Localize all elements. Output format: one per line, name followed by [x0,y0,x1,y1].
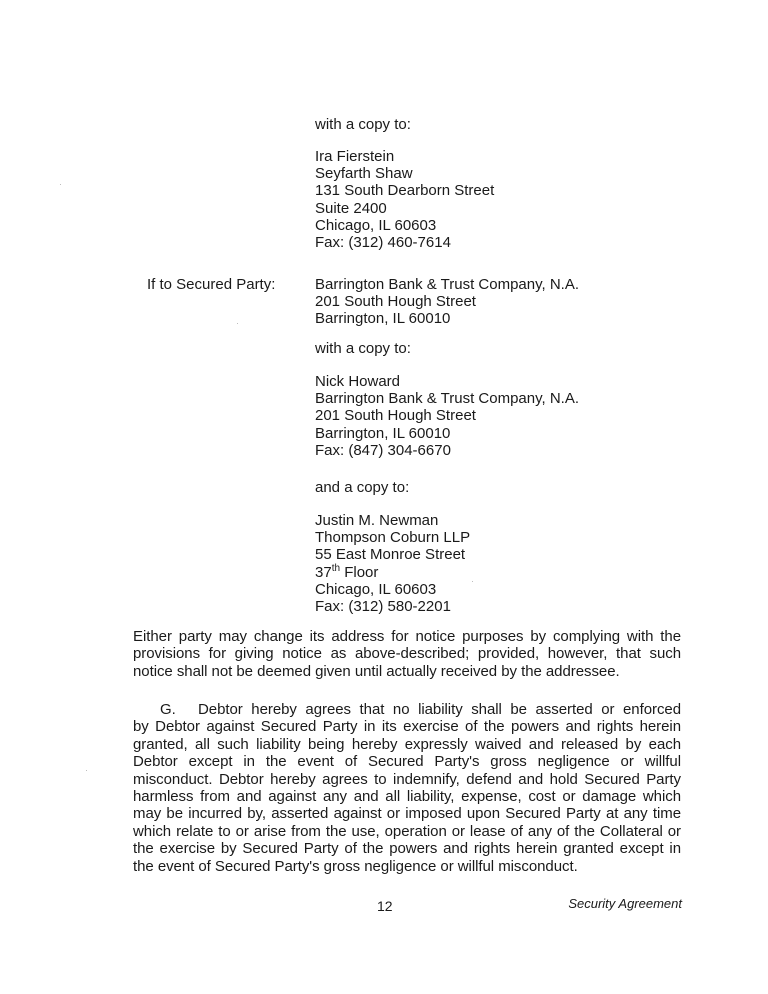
paragraph-line: the event of Secured Party's gross negligence or willful misconduct. [133,857,578,875]
address-line: Chicago, IL 60603 [315,580,437,598]
scan-speck [60,184,61,185]
secured-party-label: If to Secured Party: [147,276,276,293]
address-line: 201 South Hough Street [315,293,476,311]
copy-to-address-3 [315,512,470,615]
scan-speck [472,581,473,582]
paragraph-line: granted, all such liability being hereby expressly waived and released by each [133,735,681,753]
address-line: Suite 2400 [315,199,387,217]
section-g-paragraph [133,701,681,875]
address-line: Chicago, IL 60603 [315,216,437,234]
paragraph-line: the exercise by Secured Party of the powers and rights herein granted except in [133,840,681,858]
scan-speck [86,770,87,771]
paragraph-line: notice shall not be deemed given until actually received by the addressee. [133,662,620,680]
paragraph-line: Debtor except in the event of Secured Party's gross negligence or willful [133,753,681,771]
copy-to-intro: and a copy to: [315,479,410,496]
scan-speck [237,323,238,324]
paragraph-line: provisions for giving notice as above-described; provided, however, that such [133,645,681,663]
copy-to-address-2 [315,373,579,459]
address-line: Fax: (312) 460-7614 [315,234,451,252]
copy-to-block-2 [315,340,411,357]
address-line: Justin M. Newman [315,512,439,529]
paragraph-line: Debtor hereby agrees that no liability shall be asserted or enforced [198,701,681,718]
address-line: Barrington, IL 60010 [315,310,451,328]
notice-paragraph [133,628,681,680]
address-line: Barrington, IL 60010 [315,424,451,442]
copy-to-intro: with a copy to: [315,116,411,133]
copy-to-block-1 [315,116,411,133]
paragraph-line: by Debtor against Secured Party in its exercise of the powers and rights herein [133,718,681,736]
floor-line [315,564,470,581]
floor-word: Floor [340,563,379,581]
paragraph-line: misconduct. Debtor hereby agrees to indemnify, defend and hold Secured Party [133,770,681,788]
paragraph-line: harmless from and against any and all liability, expense, cost or damage which [133,788,681,806]
address-line: 131 South Dearborn Street [315,182,495,200]
footer-document-title: Security Agreement [568,896,682,911]
floor-number: 37 [315,563,332,581]
copy-to-address-1 [315,148,494,251]
section-g-label: G. [160,701,176,718]
paragraph-line: Either party may change its address for notice purposes by complying with the [133,628,681,645]
paragraph-line: may be incurred by, asserted against or imposed upon Secured Party at any time [133,805,681,823]
address-line: 55 East Monroe Street [315,546,466,564]
address-line: Fax: (847) 304-6670 [315,441,451,459]
address-line: Ira Fierstein [315,148,395,165]
address-line: Barrington Bank & Trust Company, N.A. [315,276,580,293]
address-line: Thompson Coburn LLP [315,529,471,547]
address-line: Nick Howard [315,373,401,390]
address-line: Barrington Bank & Trust Company, N.A. [315,390,580,408]
address-line: Seyfarth Shaw [315,165,413,183]
page-number: 12 [377,898,393,914]
copy-to-block-3 [315,479,409,496]
address-line: Fax: (312) 580-2201 [315,598,451,616]
copy-to-intro: with a copy to: [315,340,411,357]
floor-suffix: th [331,562,341,574]
paragraph-first-line [133,701,681,718]
secured-party-address [315,276,579,328]
address-line: 201 South Hough Street [315,407,476,425]
paragraph-line: which relate to or arise from the use, operation or lease of any of the Collateral or [133,822,681,840]
